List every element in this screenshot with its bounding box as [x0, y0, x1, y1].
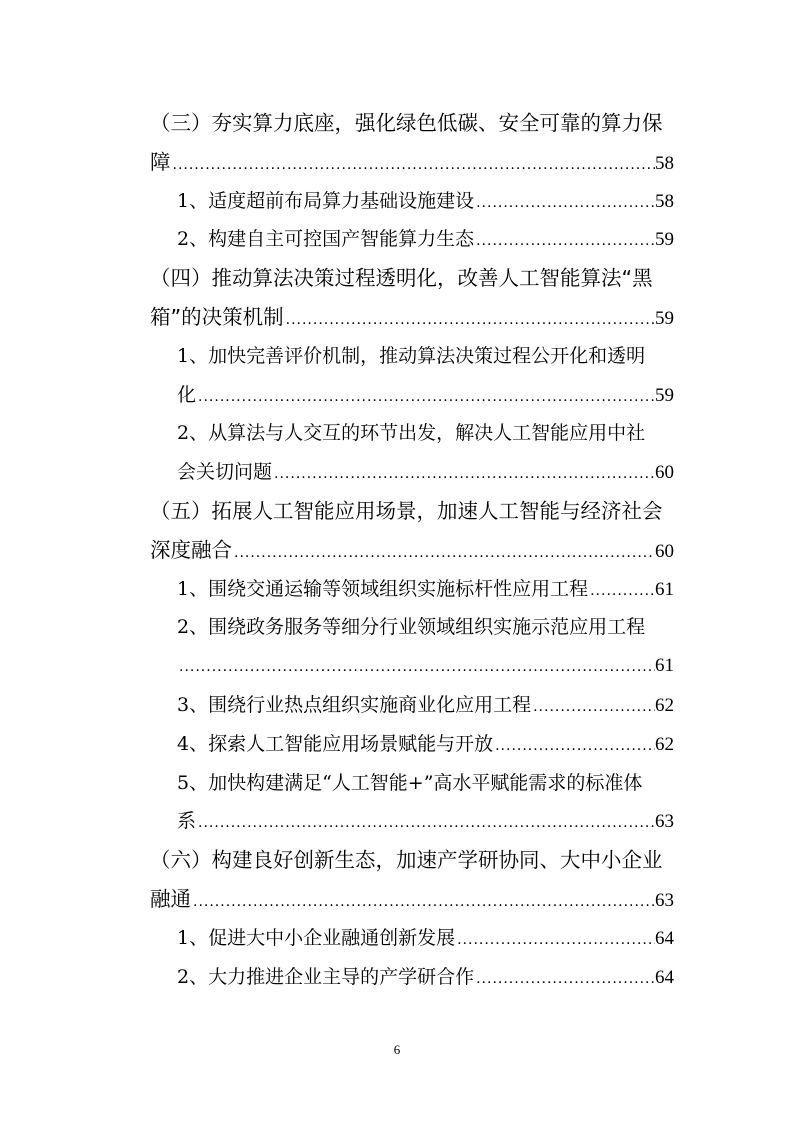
table-of-contents	[150, 104, 674, 996]
toc-entry-text: 系	[177, 810, 197, 833]
toc-line	[150, 647, 674, 686]
toc-line	[150, 919, 674, 958]
toc-line	[150, 220, 674, 259]
toc-line	[150, 570, 674, 609]
toc-line	[150, 104, 674, 143]
dot-leader	[177, 648, 655, 686]
toc-page-number: 61	[655, 578, 674, 600]
toc-entry-text: 2、围绕政务服务等细分行业领域组织实施示范应用工程	[177, 616, 646, 639]
toc-page-number: 63	[655, 889, 674, 911]
toc-line	[150, 764, 674, 803]
toc-line	[150, 802, 674, 841]
toc-entry-text: 3、围绕行业热点组织实施商业化应用工程	[177, 693, 532, 716]
dot-leader	[284, 301, 655, 337]
toc-line	[150, 958, 674, 997]
toc-entry-text: 深度融合	[150, 537, 232, 562]
toc-page-number: 59	[655, 229, 674, 251]
toc-page-number: 59	[655, 384, 674, 406]
toc-line	[150, 337, 674, 376]
toc-entry-text: （五）拓展人工智能应用场景，加速人工智能与经济社会	[150, 498, 663, 523]
dot-leader	[474, 184, 655, 221]
toc-lines	[150, 104, 674, 996]
toc-page-number: 60	[655, 462, 674, 484]
dot-leader	[232, 534, 655, 570]
toc-line	[150, 880, 674, 919]
dot-leader	[455, 921, 655, 958]
toc-entry-text: 1、适度超前布局算力基础设施建设	[177, 189, 475, 212]
dot-leader	[531, 688, 655, 725]
toc-page-number: 62	[655, 733, 674, 755]
dot-leader	[196, 378, 655, 415]
toc-entry-text: 1、围绕交通运输等领域组织实施标杆性应用工程	[177, 577, 589, 600]
toc-entry-text: 会关切问题	[177, 461, 273, 484]
dot-leader	[171, 146, 656, 182]
toc-page-number: 64	[655, 966, 674, 988]
toc-line	[150, 608, 674, 647]
toc-line	[150, 841, 674, 880]
toc-page-number: 60	[655, 540, 674, 562]
toc-line	[150, 453, 674, 492]
toc-entry-text: 1、促进大中小企业融通创新发展	[177, 926, 456, 949]
toc-entry-text: 2、从算法与人交互的环节出发，解决人工智能应用中社	[177, 422, 646, 445]
toc-entry-text: 4、探索人工智能应用场景赋能与开放	[177, 732, 494, 755]
toc-line	[150, 725, 674, 764]
toc-page-number: 62	[655, 694, 674, 716]
page-number: 6	[393, 1042, 401, 1057]
dot-leader	[191, 883, 655, 919]
toc-line	[150, 182, 674, 221]
toc-page-number: 64	[655, 927, 674, 949]
toc-page-number: 59	[655, 307, 674, 329]
toc-entry-text: 化	[177, 383, 197, 406]
toc-page-number: 61	[655, 655, 674, 677]
toc-entry-text: 2、构建自主可控国产智能算力生态	[177, 228, 475, 251]
toc-line	[150, 686, 674, 725]
dot-leader	[272, 455, 655, 492]
dot-leader	[588, 572, 655, 609]
toc-line	[150, 492, 674, 531]
toc-page-number: 58	[655, 190, 674, 212]
toc-line	[150, 259, 674, 298]
toc-line	[150, 298, 674, 337]
toc-entry-text: （四）推动算法决策过程透明化，改善人工智能算法“黑	[150, 266, 653, 291]
toc-entry-text: 融通	[150, 886, 191, 911]
toc-entry-text: （六）构建良好创新生态，加速产学研协同、大中小企业	[150, 848, 663, 873]
toc-line	[150, 414, 674, 453]
dot-leader	[474, 960, 655, 997]
toc-entry-text: 1、加快完善评价机制，推动算法决策过程公开化和透明	[177, 344, 646, 367]
dot-leader	[493, 727, 655, 764]
toc-line	[150, 143, 674, 182]
toc-entry-text: （三）夯实算力底座，强化绿色低碳、安全可靠的算力保	[150, 111, 663, 135]
toc-line	[150, 376, 674, 415]
toc-line	[150, 531, 674, 570]
toc-page-number: 58	[655, 152, 674, 174]
toc-entry-text: 障	[150, 149, 171, 174]
toc-entry-text: 箱”的决策机制	[150, 304, 284, 329]
dot-leader	[474, 222, 655, 259]
dot-leader	[196, 804, 655, 841]
toc-entry-text: 5、加快构建满足“人工智能+”高水平赋能需求的标准体	[177, 771, 643, 794]
toc-page-number: 63	[655, 811, 674, 833]
toc-entry-text: 2、大力推进企业主导的产学研合作	[177, 965, 475, 988]
